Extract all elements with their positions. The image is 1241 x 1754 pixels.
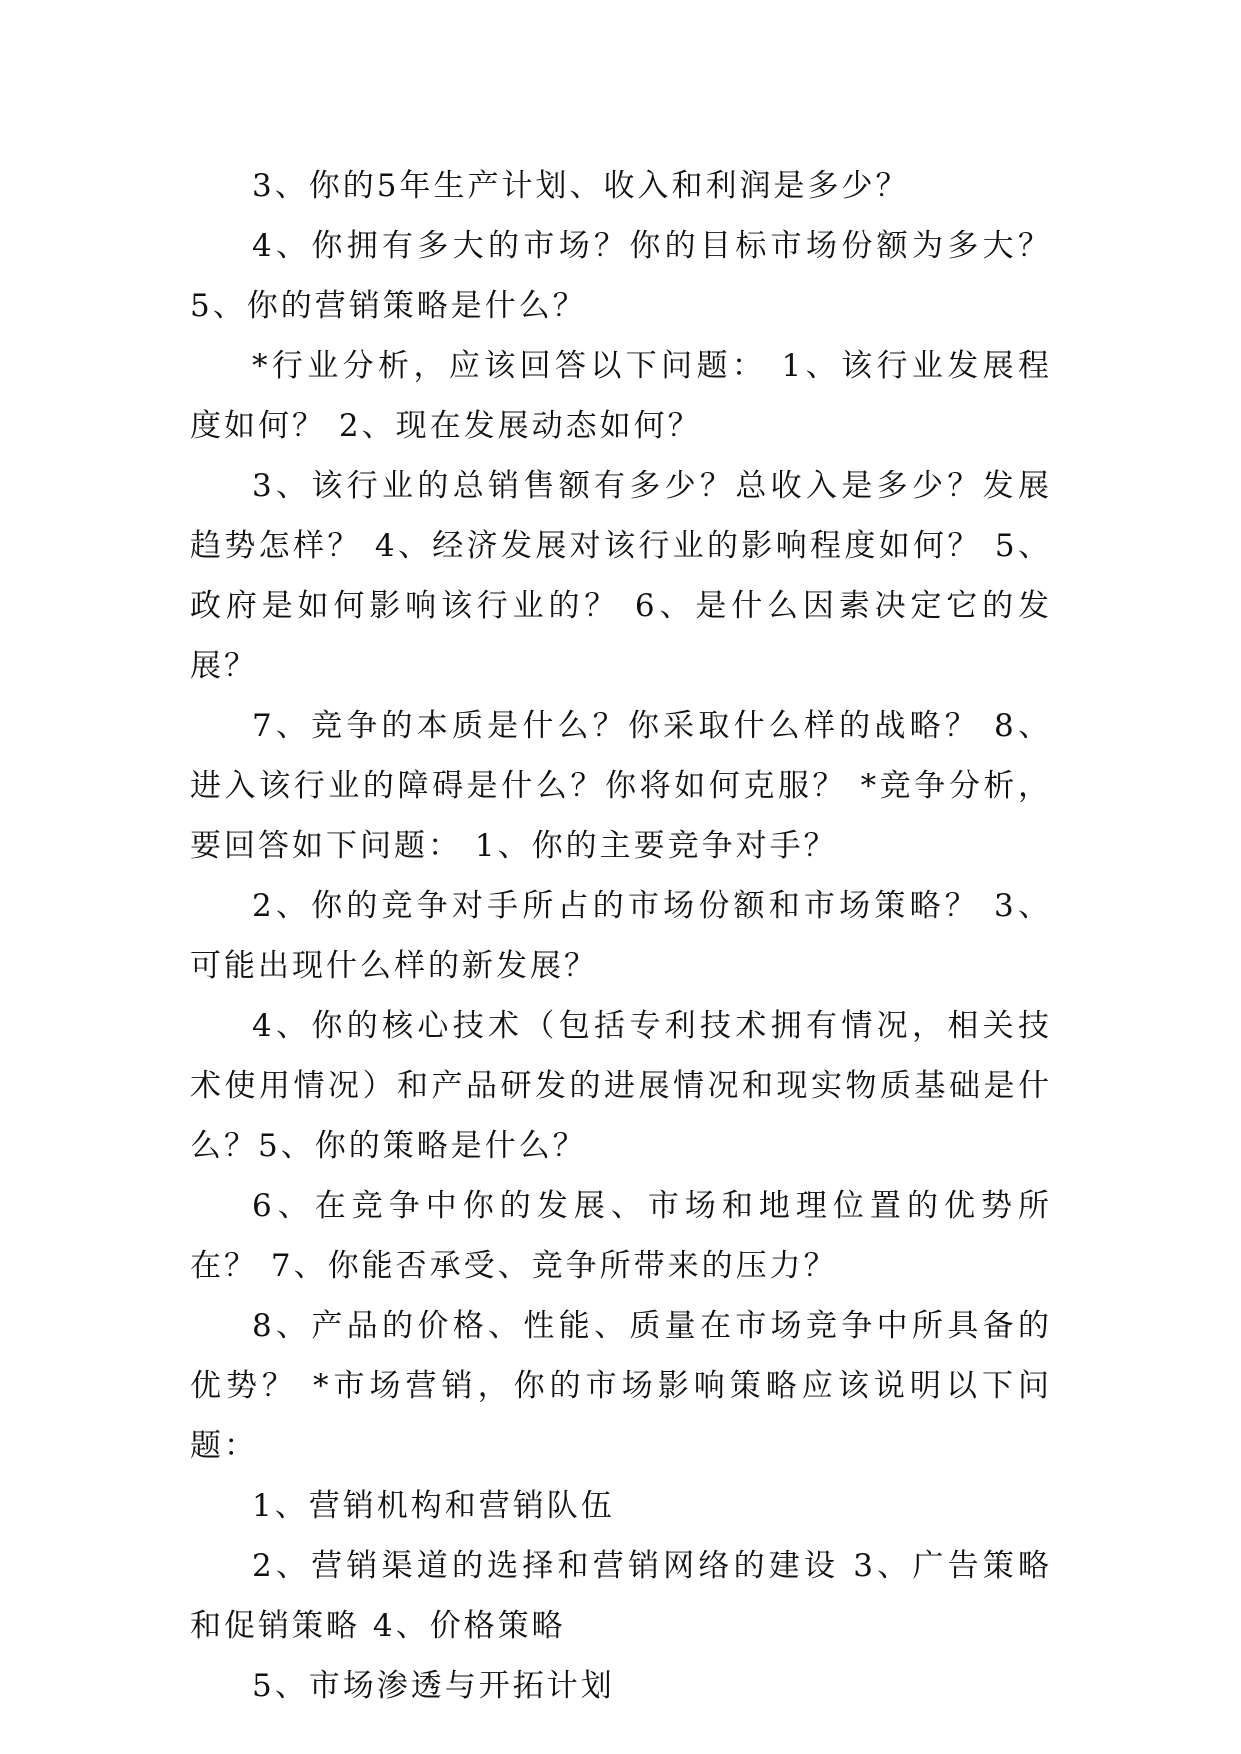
paragraph-7: 4、你的核心技术（包括专利技术拥有情况，相关技术使用情况）和产品研发的进展情况和现实物质基础是什么？5、你的策略是什么？: [190, 1008, 1052, 1164]
paragraph-4: 3、该行业的总销售额有多少？总收入是多少？发展趋势怎样？ 4、经济发展对该行业的影响程度如何？ 5、政府是如何影响该行业的？ 6、是什么因素决定它的发展？: [190, 468, 1052, 684]
paragraph-11: 2、营销渠道的选择和营销网络的建设 3、广告策略和促销策略 4、价格策略: [190, 1548, 1052, 1644]
paragraph-12: 5、市场渗透与开拓计划: [252, 1668, 615, 1704]
paragraph-8: 6、在竞争中你的发展、市场和地理位置的优势所在？ 7、你能否承受、竞争所带来的压力？: [190, 1188, 1052, 1284]
paragraph-3: *行业分析，应该回答以下问题： 1、该行业发展程度如何？ 2、现在发展动态如何？: [190, 348, 1052, 444]
paragraph-10: 1、营销机构和营销队伍: [252, 1488, 615, 1524]
paragraph-5: 7、竞争的本质是什么？你采取什么样的战略？ 8、进入该行业的障碍是什么？你将如何克服？ *竞争分析，要回答如下问题： 1、你的主要竞争对手？: [190, 708, 1052, 864]
paragraph-9: 8、产品的价格、性能、质量在市场竞争中所具备的优势？ *市场营销，你的市场影响策略应该说明以下问题：: [190, 1308, 1052, 1464]
paragraph-6: 2、你的竞争对手所占的市场份额和市场策略？ 3、可能出现什么样的新发展？: [190, 888, 1052, 984]
document-body: [190, 156, 1052, 1716]
paragraph-1: 3、你的5年生产计划、收入和利润是多少？: [252, 168, 910, 204]
paragraph-2: 4、你拥有多大的市场？你的目标市场份额为多大？ 5、你的营销策略是什么？: [190, 228, 1052, 324]
